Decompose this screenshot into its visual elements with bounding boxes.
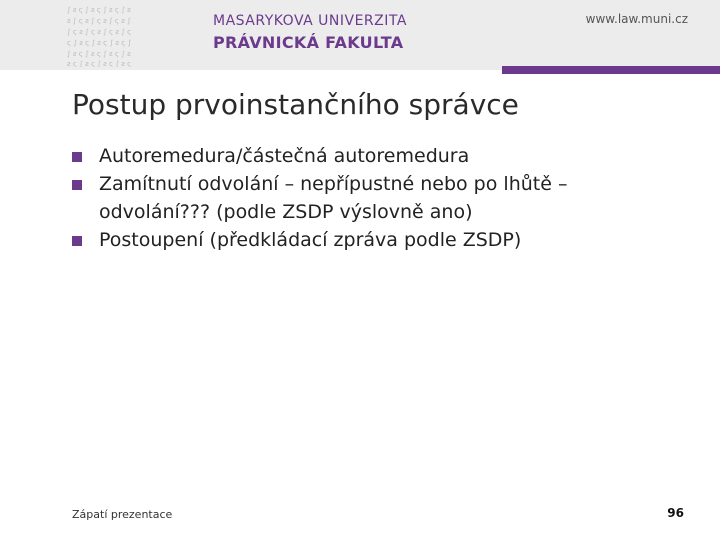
bullet-item xyxy=(72,226,672,254)
bullet-item xyxy=(72,170,672,226)
svg-text:∫ ƨ ς ∫ ƨ ς ∫ ƨ ς ∫ ƨ: ∫ ƨ ς ∫ ƨ ς ∫ ƨ ς ∫ ƨ xyxy=(67,6,131,14)
bullet-square-icon xyxy=(72,180,82,190)
university-name: MASARYKOVA UNIVERZITA xyxy=(213,13,407,29)
bullet-text: Postoupení (předkládací zpráva podle ZSDP) xyxy=(99,229,522,251)
faculty-name: PRÁVNICKÁ FAKULTA xyxy=(213,33,404,52)
header-band xyxy=(0,0,720,70)
svg-text:ƨ ς ∫ ƨ ς ∫ ƨ ς ∫ ƨ ς: ƨ ς ∫ ƨ ς ∫ ƨ ς ∫ ƨ ς xyxy=(67,60,132,67)
bullet-square-icon xyxy=(72,236,82,246)
university-pattern-logo xyxy=(65,3,185,67)
slide-title: Postup prvoinstančního správce xyxy=(72,88,519,121)
bullet-item xyxy=(72,142,672,170)
bullet-text: Autoremedura/částečná autoremedura xyxy=(99,145,470,167)
accent-bar xyxy=(502,66,720,74)
svg-text:∫ ς ƨ ∫ ς ƨ ∫ ς ƨ ∫ ς: ∫ ς ƨ ∫ ς ƨ ∫ ς ƨ ∫ ς xyxy=(67,28,132,36)
website-url: www.law.muni.cz xyxy=(585,12,688,26)
svg-text:∫ ƨ ς ∫ ƨ ς ∫ ƨ ς ∫ ƨ: ∫ ƨ ς ∫ ƨ ς ∫ ƨ ς ∫ ƨ xyxy=(67,50,131,58)
svg-text:ƨ ∫ ς ƨ ∫ ς ƨ ∫ ς ƨ ∫: ƨ ∫ ς ƨ ∫ ς ƨ ∫ ς ƨ ∫ xyxy=(67,17,131,25)
footer-text: Zápatí prezentace xyxy=(72,508,173,521)
bullet-square-icon xyxy=(72,152,82,162)
page-number: 96 xyxy=(667,506,684,520)
bullet-text: Zamítnutí odvolání – nepřípustné nebo po lhůtě – odvolání??? (podle ZSDP výslovně ano) xyxy=(99,173,568,223)
svg-text:ς ∫ ƨ ς ∫ ƨ ς ∫ ƨ ς ∫: ς ∫ ƨ ς ∫ ƨ ς ∫ ƨ ς ∫ xyxy=(67,39,132,47)
bullet-list xyxy=(72,142,672,254)
